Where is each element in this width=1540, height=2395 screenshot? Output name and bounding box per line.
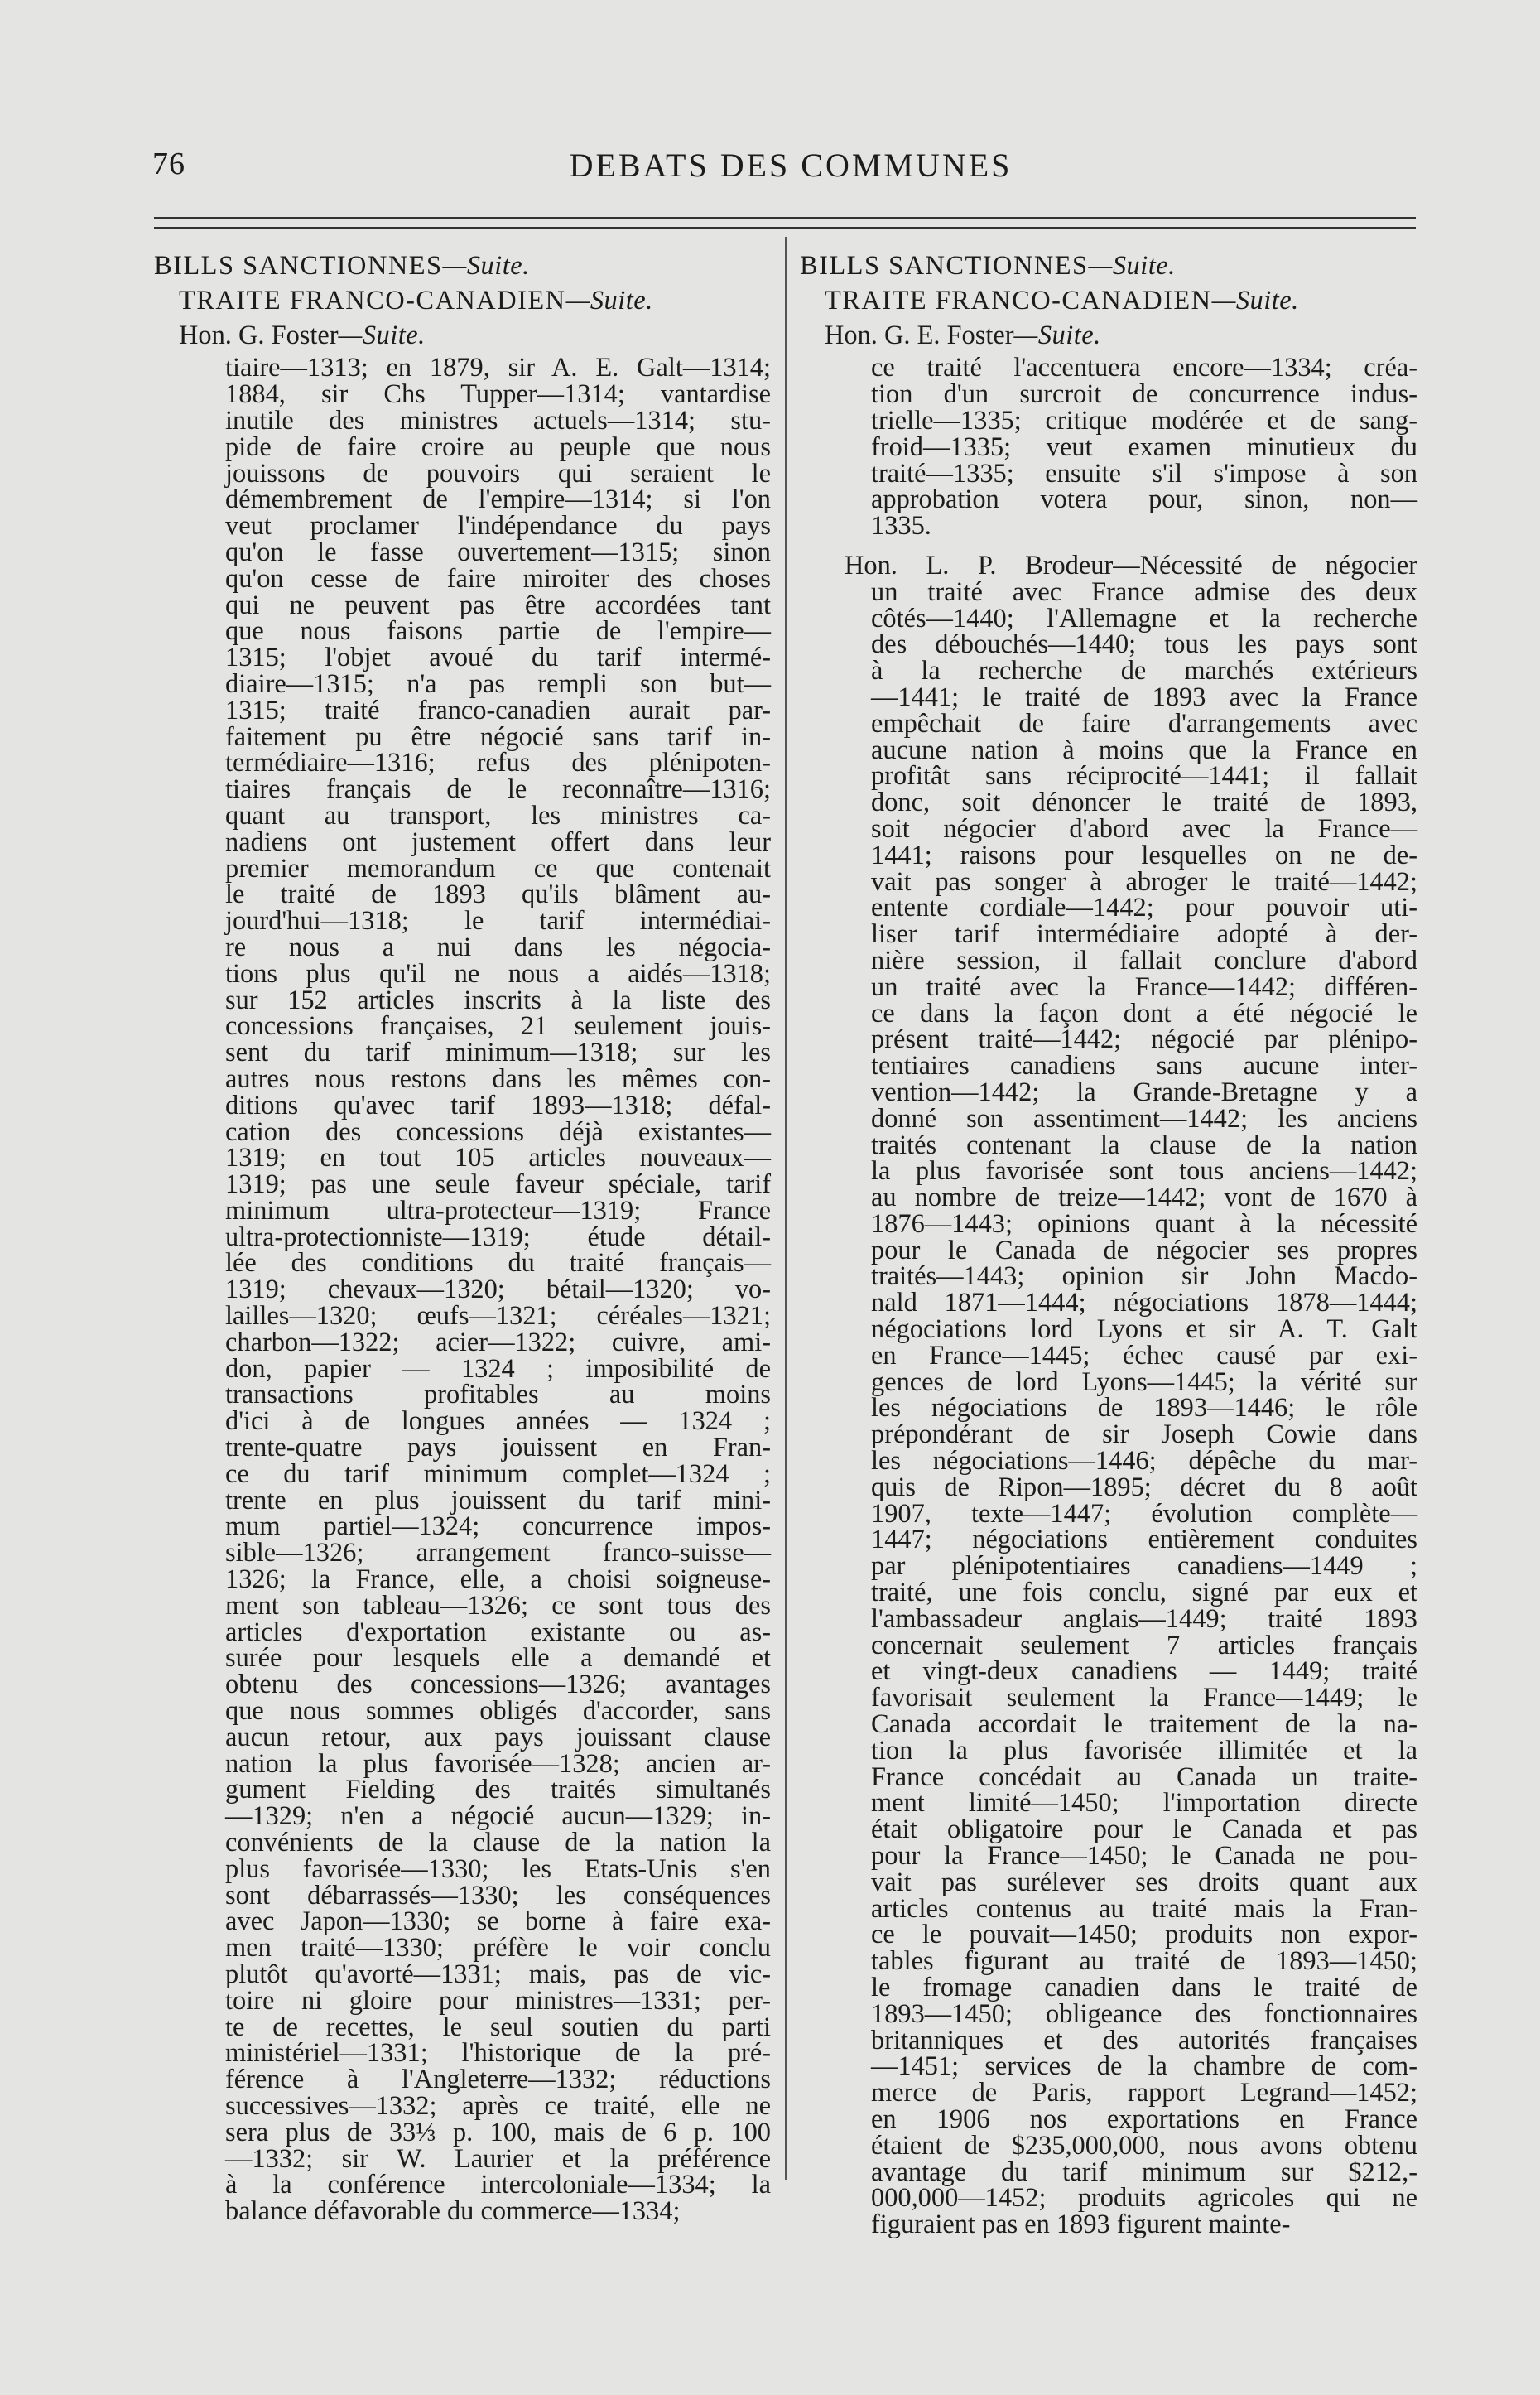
text-line: re nous a nui dans les négocia- (225, 932, 771, 962)
text-line: ce le pouvait—1450; produits non expor- (871, 1920, 1417, 1950)
text-line: toire ni gloire pour ministres—1331; per- (225, 1985, 771, 2016)
text-line: qu'on cesse de faire miroiter des choses (225, 563, 771, 594)
text-line: profitât sans réciprocité—1441; il fallait (871, 761, 1417, 792)
text-line: en France—1445; échec causé par exi- (871, 1340, 1417, 1371)
text-line: tiaire—1313; en 1879, sir A. E. Galt—1314; (225, 353, 771, 383)
text-line: trente-quatre pays jouissent en Fran- (225, 1433, 771, 1463)
text-line: nation la plus favorisée—1328; ancien ar- (225, 1748, 771, 1779)
text-line: jourd'hui—1318; le tarif intermédiai- (225, 906, 771, 937)
text-line: tiaires français de le reconnaître—1316; (225, 774, 771, 805)
text-line: tables figurant au traité de 1893—1450; (871, 1946, 1417, 1977)
text-line: faitement pu être négocié sans tarif in- (225, 721, 771, 752)
text-line: pide de faire croire au peuple que nous (225, 431, 771, 462)
page-title: DEBATS DES COMMUNES (569, 147, 1013, 184)
text-line: tentiaires canadiens sans aucune inter- (871, 1051, 1417, 1082)
text-line: te de recettes, le seul soutien du parti (225, 2012, 771, 2042)
text-line: Hon. L. P. Brodeur—Nécessité de négocier (845, 550, 1417, 581)
text-line: —1329; n'en a négocié aucun—1329; in- (225, 1801, 771, 1832)
text-line: successives—1332; après ce traité, elle ne (225, 2090, 771, 2121)
text-line: autres nous restons dans les mêmes con- (225, 1063, 771, 1094)
text-line: férence à l'Angleterre—1332; réductions (225, 2065, 771, 2095)
text-line: démembrement de l'empire—1314; si l'on (225, 484, 771, 515)
text-line: trente en plus jouissent du tarif mini- (225, 1485, 771, 1516)
text-line: concernait seulement 7 articles français (871, 1630, 1417, 1660)
text-line: veut proclamer l'indépendance du pays (225, 511, 771, 542)
text-line: 1335. (871, 511, 931, 542)
text-line: minimum ultra-protecteur—1319; France (225, 1195, 771, 1226)
text-line: était obligatoire pour le Canada et pas (871, 1814, 1417, 1845)
text-line: nière session, il fallait conclure d'abord (871, 945, 1417, 976)
page-number: 76 (152, 147, 185, 181)
column-divider (785, 237, 787, 2180)
header-rule-top (154, 217, 1416, 219)
text-line: —1451; services de la chambre de com- (871, 2051, 1417, 2082)
text-line: que nous faisons partie de l'empire— (225, 616, 771, 647)
text-line: 1326; la France, elle, a choisi soigneuse- (225, 1564, 771, 1595)
text-line: quis de Ripon—1895; décret du 8 août (871, 1472, 1417, 1502)
text-line: traité—1335; ensuite s'il s'impose à son (871, 458, 1417, 489)
text-line: la plus favorisée sont tous anciens—1442; (871, 1156, 1417, 1187)
text-line: convénients de la clause de la nation la (225, 1828, 771, 1858)
text-line: transactions profitables au moins (225, 1380, 771, 1410)
text-line: lée des conditions du traité français— (225, 1248, 771, 1279)
text-line: —1332; sir W. Laurier et la préférence (225, 2143, 771, 2174)
text-line: plus favorisée—1330; les Etats-Unis s'en (225, 1853, 771, 1884)
text-line: le fromage canadien dans le traité de (871, 1973, 1417, 2002)
text-line: négociations lord Lyons et sir A. T. Galt (871, 1314, 1417, 1345)
text-line: traités contenant la clause de la nation (871, 1130, 1417, 1160)
text-line: 1315; l'objet avoué du tarif intermé- (225, 643, 771, 673)
text-line: favorisait seulement la France—1449; le (871, 1683, 1417, 1713)
text-line: ce traité l'accentuera encore—1334; créa- (871, 353, 1417, 383)
text-line: traités—1443; opinion sir John Macdo- (871, 1261, 1417, 1292)
text-line: Canada accordait le traitement de la na- (871, 1709, 1417, 1740)
text-line: 1319; en tout 105 articles nouveaux— (225, 1143, 771, 1173)
text-line: charbon—1322; acier—1322; cuivre, ami- (225, 1327, 771, 1357)
text-line: pour la France—1450; le Canada ne pou- (871, 1841, 1417, 1872)
index-entry-brodeur (845, 550, 1417, 2240)
text-line: donné son assentiment—1442; les anciens (871, 1103, 1417, 1134)
text-line: liser tarif intermédiaire adopté à der- (871, 919, 1417, 950)
text-line: lailles—1320; œufs—1321; céréales—1321; (225, 1301, 771, 1332)
text-line: traité, une fois conclu, signé par eux et (871, 1578, 1417, 1608)
text-line: prépondérant de sir Joseph Cowie dans (871, 1419, 1417, 1450)
index-entry-text (225, 355, 771, 2225)
text-line: France concédait au Canada un traite- (871, 1761, 1417, 1792)
text-line: mum partiel—1324; concurrence impos- (225, 1511, 771, 1542)
text-line: premier memorandum ce que contenait (225, 853, 771, 884)
text-line: les négociations—1446; dépêche du mar- (871, 1446, 1417, 1477)
text-line: concessions françaises, 21 seulement jouis- (225, 1011, 771, 1042)
header-rule-bottom (154, 227, 1416, 229)
text-line: un traité avec la France—1442; différen- (871, 971, 1417, 1002)
section-heading: BILLS SANCTIONNES—Suite. (800, 251, 1176, 281)
text-line: merce de Paris, rapport Legrand—1452; (871, 2078, 1417, 2108)
text-line: nald 1871—1444; négociations 1878—1444; (871, 1288, 1417, 1318)
text-line: ment son tableau—1326; ce sont tous des (225, 1590, 771, 1621)
text-line: articles d'exportation existante ou as- (225, 1617, 771, 1647)
text-line: par plénipotentiaires canadiens—1449 ; (871, 1551, 1417, 1582)
text-line: sera plus de 33⅓ p. 100, mais de 6 p. 100 (225, 2117, 771, 2147)
text-line: présent traité—1442; négocié par plénipo- (871, 1024, 1417, 1055)
text-line: avec Japon—1330; se borne à faire exa- (225, 1906, 771, 1937)
right-column (800, 253, 1417, 2238)
text-line: men traité—1330; préfère le voir conclu (225, 1933, 771, 1964)
text-line: nadiens ont justement offert dans leur (225, 826, 771, 857)
text-line: l'ambassadeur anglais—1449; traité 1893 (871, 1603, 1417, 1634)
text-line: ment limité—1450; l'importation directe (871, 1788, 1417, 1819)
text-line: qu'on le fasse ouvertement—1315; sinon (225, 537, 771, 567)
text-line: un traité avec France admise des deux (871, 576, 1417, 607)
text-line: surée pour lesquels elle a demandé et (225, 1643, 771, 1674)
text-line: entente cordiale—1442; pour pouvoir uti- (871, 893, 1417, 923)
text-line: tion d'un surcroit de concurrence indus- (871, 379, 1417, 410)
text-line: des débouchés—1440; tous les pays sont (871, 629, 1417, 660)
text-line: britanniques et des autorités françaises (871, 2025, 1417, 2055)
text-line: approbation votera pour, sinon, non— (871, 484, 1417, 515)
text-line: le traité de 1893 qu'ils blâment au- (225, 879, 771, 910)
text-line: avantage du tarif minimum sur $212,- (871, 2156, 1417, 2187)
text-line: d'ici à de longues années — 1324 ; (225, 1406, 771, 1437)
text-line: que nous sommes obligés d'accorder, sans (225, 1696, 771, 1727)
text-line: froid—1335; veut examen minutieux du (871, 431, 1417, 462)
subsection-heading: TRAITE FRANCO-CANADIEN—Suite. (179, 285, 653, 316)
text-line: vait pas surélever ses droits quant aux (871, 1867, 1417, 1897)
text-line: inutile des ministres actuels—1314; stu- (225, 405, 771, 436)
text-line: plutôt qu'avorté—1331; mais, pas de vic- (225, 1959, 771, 1989)
text-line: obtenu des concessions—1326; avantages (225, 1670, 771, 1700)
text-line: vention—1442; la Grande-Bretagne y a (871, 1077, 1417, 1107)
text-line: 1447; négociations entièrement conduites (871, 1525, 1417, 1555)
text-line: soit négocier d'abord avec la France— (871, 813, 1417, 844)
text-line: 1319; pas une seule faveur spéciale, tarif (225, 1169, 771, 1200)
text-line: 1893—1450; obligeance des fonctionnaires (871, 1998, 1417, 2029)
section-heading: BILLS SANCTIONNES—Suite. (154, 251, 530, 281)
text-line: diaire—1315; n'a pas rempli son but— (225, 668, 771, 699)
text-line: sont débarrassés—1330; les conséquences (225, 1880, 771, 1911)
text-line: articles contenus au traité mais la Fran- (871, 1893, 1417, 1924)
left-column (154, 253, 771, 2225)
text-line: 000,000—1452; produits agricoles qui ne (871, 2183, 1417, 2214)
text-line: empêchait de faire d'arrangements avec (871, 708, 1417, 739)
text-line: figuraient pas en 1893 figurent mainte- (871, 2209, 1291, 2240)
text-line: quant au transport, les ministres ca- (225, 800, 771, 831)
text-line: sent du tarif minimum—1318; sur les (225, 1038, 771, 1068)
text-line: 1315; traité franco-canadien aurait par- (225, 695, 771, 725)
text-line: en 1906 nos exportations en France (871, 2103, 1417, 2134)
text-line: 1884, sir Chs Tupper—1314; vantardise (225, 379, 771, 410)
text-line: à la recherche de marchés extérieurs (871, 656, 1417, 687)
text-line: ce du tarif minimum complet—1324 ; (225, 1458, 771, 1489)
text-line: aucun retour, aux pays jouissant clause (225, 1722, 771, 1752)
text-line: qui ne peuvent pas être accordées tant (225, 590, 771, 620)
text-line: et vingt-deux canadiens — 1449; traité (871, 1656, 1417, 1687)
subsection-heading: TRAITE FRANCO-CANADIEN—Suite. (825, 285, 1299, 316)
text-line: côtés—1440; l'Allemagne et la recherche (871, 603, 1417, 634)
speaker-heading: Hon. G. Foster—Suite. (179, 320, 426, 350)
text-line: ministériel—1331; l'historique de la pré- (225, 2038, 771, 2069)
text-line: —1441; le traité de 1893 avec la France (871, 682, 1417, 712)
text-line: trielle—1335; critique modérée et de sang- (871, 405, 1417, 436)
text-line: aucune nation à moins que la France en (871, 735, 1417, 765)
text-line: 1319; chevaux—1320; bétail—1320; vo- (225, 1275, 771, 1305)
text-line: sur 152 articles inscrits à la liste des (225, 985, 771, 1015)
text-line: ce dans la façon dont a été négocié le (871, 998, 1417, 1029)
index-entry-text (871, 355, 1417, 540)
text-line: donc, soit dénoncer le traité de 1893, (871, 788, 1417, 818)
text-line: vait pas songer à abroger le traité—1442; (871, 866, 1417, 897)
text-line: termédiaire—1316; refus des plénipoten- (225, 748, 771, 778)
text-line: étaient de $235,000,000, nous avons obtenu (871, 2130, 1417, 2161)
text-line: tions plus qu'il ne nous a aidés—1318; (225, 958, 771, 989)
text-line: balance défavorable du commerce—1334; (225, 2196, 681, 2227)
text-line: 1907, texte—1447; évolution complète— (871, 1498, 1417, 1529)
text-line: ditions qu'avec tarif 1893—1318; défal- (225, 1090, 771, 1120)
text-line: ultra-protectionniste—1319; étude détail- (225, 1222, 771, 1252)
text-line: 1876—1443; opinions quant à la nécessité (871, 1208, 1417, 1239)
text-line: jouissons de pouvoirs qui seraient le (225, 458, 771, 489)
text-line: à la conférence intercoloniale—1334; la (225, 2170, 771, 2200)
text-line: 1441; raisons pour lesquelles on ne de- (871, 840, 1417, 870)
text-line: pour le Canada de négocier ses propres (871, 1235, 1417, 1265)
speaker-heading: Hon. G. E. Foster—Suite. (825, 320, 1101, 350)
text-line: cation des concessions déjà existantes— (225, 1116, 771, 1147)
text-line: tion la plus favorisée illimitée et la (871, 1735, 1417, 1766)
text-line: gences de lord Lyons—1445; la vérité sur (871, 1366, 1417, 1397)
text-line: don, papier — 1324 ; imposibilité de (225, 1353, 771, 1384)
text-line: les négociations de 1893—1446; le rôle (871, 1393, 1417, 1424)
text-line: au nombre de treize—1442; vont de 1670 à (871, 1183, 1417, 1213)
text-line: gument Fielding des traités simultanés (225, 1775, 771, 1805)
text-line: sible—1326; arrangement franco-suisse— (225, 1538, 771, 1569)
